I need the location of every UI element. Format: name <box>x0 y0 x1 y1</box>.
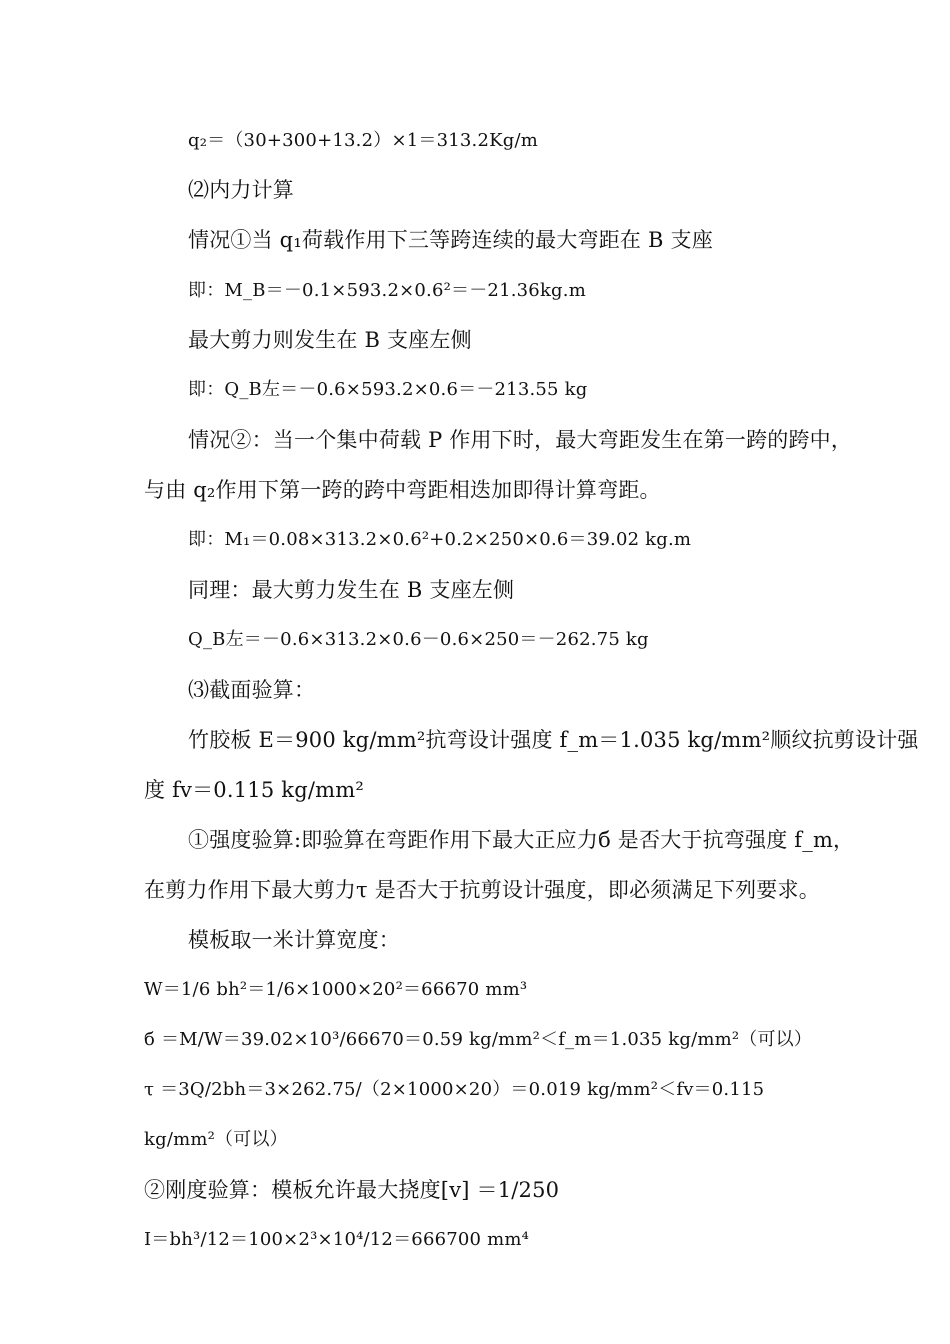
paragraph-material-cont: 度 fv＝0.115 kg/mm² <box>144 778 364 802</box>
paragraph-width: 模板取一米计算宽度： <box>188 928 400 952</box>
formula-q2: q₂＝（30+300+13.2）×1＝313.2Kg/m <box>188 130 539 151</box>
formula-tau-cont: kg/mm²（可以） <box>144 1129 288 1150</box>
paragraph-similarly: 同理：最大剪力发生在 B 支座左侧 <box>188 578 515 602</box>
formula-mb: 即：M_B＝－0.1×593.2×0.6²＝－21.36kg.m <box>188 280 586 301</box>
paragraph-stiffness-check: ②刚度验算：模板允许最大挠度[v] ＝1/250 <box>144 1178 560 1202</box>
formula-sigma: б ＝M/W＝39.02×10³/66670＝0.59 kg/mm²＜f_m＝1.035 kg/mm²（可以） <box>144 1029 813 1050</box>
paragraph-case1: 情况①当 q₁荷载作用下三等跨连续的最大弯距在 B 支座 <box>188 228 713 252</box>
section-heading-check: ⑶截面验算： <box>188 678 316 702</box>
formula-tau: τ ＝3Q/2bh＝3×262.75/（2×1000×20）＝0.019 kg/mm²＜fv＝0.115 <box>144 1079 765 1100</box>
formula-w: W＝1/6 bh²＝1/6×1000×20²＝66670 mm³ <box>144 979 528 1000</box>
paragraph-strength-check: ①强度验算:即验算在弯距作用下最大正应力б 是否大于抗弯强度 f_m， <box>188 828 855 852</box>
paragraph-strength-check-cont: 在剪力作用下最大剪力τ 是否大于抗剪设计强度，即必须满足下列要求。 <box>144 878 820 902</box>
formula-qb-left: 即：Q_B左＝－0.6×593.2×0.6＝－213.55 kg <box>188 379 588 400</box>
paragraph-max-shear: 最大剪力则发生在 B 支座左侧 <box>188 328 472 352</box>
formula-i: I＝bh³/12＝100×2³×10⁴/12＝666700 mm⁴ <box>144 1229 530 1250</box>
formula-qb-left-2: Q_B左＝－0.6×313.2×0.6－0.6×250＝－262.75 kg <box>188 629 649 650</box>
paragraph-case2-cont: 与由 q₂作用下第一跨的跨中弯距相迭加即得计算弯距。 <box>144 478 661 502</box>
section-heading-internal-force: ⑵内力计算 <box>188 178 294 202</box>
formula-m1: 即：M₁＝0.08×313.2×0.6²+0.2×250×0.6＝39.02 kg.m <box>188 529 692 550</box>
paragraph-case2: 情况②：当一个集中荷载 P 作用下时，最大弯距发生在第一跨的跨中， <box>188 428 853 452</box>
paragraph-material: 竹胶板 E＝900 kg/mm²抗弯设计强度 f_m＝1.035 kg/mm²顺纹抗剪设计强 <box>188 728 919 752</box>
